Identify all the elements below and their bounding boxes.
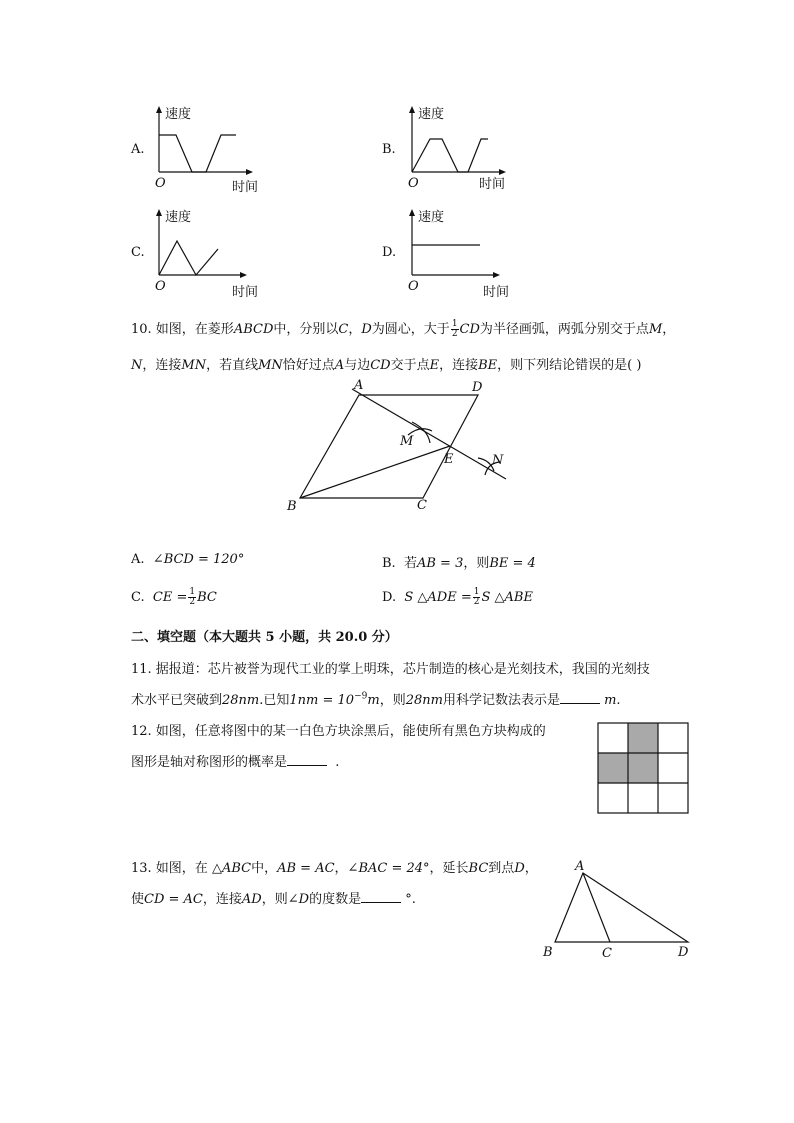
graph-c-ylabel: 速度 [165,210,192,225]
graph-c-curve [159,241,218,275]
triangle-figure [540,858,700,963]
graph-a [150,102,260,197]
graph-a-curve [159,135,236,172]
q12-line1: 12. 如图，任意将图中的某一白色方块涂黑后，能使所有黑色方块构成的 [131,724,546,739]
graph-d-ylabel: 速度 [418,210,445,225]
q11-answer-blank[interactable] [560,693,600,704]
svg-text:A: A [575,859,585,874]
q11-line1: 11. 据报道：芯片被誉为现代工业的掌上明珠，芯片制造的核心是光刻技术，我国的光刻技 [131,662,650,677]
q10-option-d: D. S △ADE = $\frac{1}{2}$ S △ABE [382,587,533,607]
option-b-label: B. [382,142,396,157]
graph-a-ylabel: 速度 [165,107,192,122]
svg-text:C: C [417,498,427,513]
graph-d-xlabel: 时间 [483,285,510,300]
q13-line1: 13. 如图，在 △ABC中，AB = AC，∠BAC = 24°，延长BC到点D， [131,861,538,876]
graph-b-origin: O [408,176,419,191]
q11-line2: 术水平已突破到28nm.已知$1nm = 10^{-9}m$，则28nm用科学记数法表示是 m. [131,691,621,708]
graph-b [403,102,513,197]
svg-text:E: E [444,452,454,467]
option-d-label: D. [382,245,397,260]
q12-line2: 图形是轴对称图形的概率是 . [131,755,340,770]
svg-text:N: N [492,453,504,468]
q13-line2: 使CD = AC，连接AD，则∠D的度数是 °. [131,892,416,907]
graph-a-origin: O [155,176,166,191]
q10-option-b: B. 若AB = 3，则BE = 4 [382,556,536,571]
svg-text:D: D [472,380,483,395]
grid-cell-dark [628,753,658,783]
grid-cell-dark [598,753,628,783]
grid-figure [597,722,689,814]
grid-cell-dark [628,723,658,753]
q10-line2: N，连接MN，若直线MN恰好过点A与边CD交于点E，连接BE，则下列结论错误的是( ) [131,358,642,373]
graph-a-xlabel: 时间 [232,180,259,195]
svg-text:B: B [287,499,297,514]
svg-text:M: M [400,434,414,449]
svg-text:B: B [543,945,553,960]
graph-d [403,205,513,300]
svg-text:A: A [354,378,364,393]
q10-line1: 10. 如图，在菱形ABCD中，分别以C，D为圆心，大于 $\frac{1}{2}$ CD为半径画弧，两弧分别交于点M， [131,319,676,339]
graph-c-xlabel: 时间 [232,285,259,300]
graph-d-origin: O [408,279,419,294]
q10-option-c: C. CE = $\frac{1}{2}$ BC [131,587,217,607]
svg-text:C: C [602,946,612,961]
graph-c-origin: O [155,279,166,294]
option-c-label: C. [131,245,145,260]
q13-answer-blank[interactable] [361,892,401,903]
section-heading: 二、填空题（本大题共 5 小题，共 20.0 分） [131,630,398,645]
q10-option-a: A. ∠BCD = 120° [131,552,245,567]
graph-b-curve [412,139,488,172]
option-a-label: A. [131,142,145,157]
graph-c [150,205,260,300]
svg-text:D: D [678,945,689,960]
q12-answer-blank[interactable] [287,755,327,766]
rhombus-figure [280,375,520,515]
graph-b-ylabel: 速度 [418,107,445,122]
graph-b-xlabel: 时间 [479,177,506,192]
